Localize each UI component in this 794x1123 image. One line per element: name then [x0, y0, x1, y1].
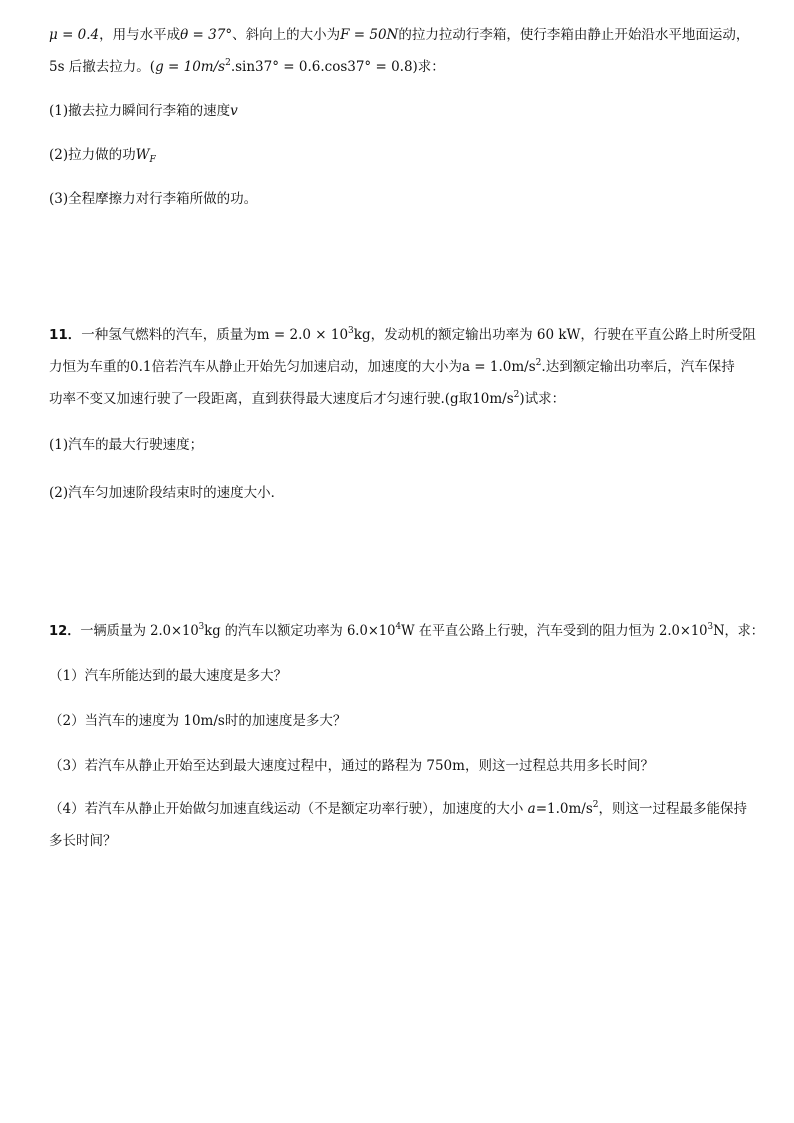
- p12-question-3: （3）若汽车从静止开始至达到最大速度过程中，通过的路程为 750m，则这一过程总共用多长时间？: [49, 758, 654, 774]
- p11-question-2: (2)汽车匀加速阶段结束时的速度大小．: [49, 485, 285, 501]
- p10-question-2: (2)拉力做的功$W_F$: [49, 147, 156, 165]
- friction-coefficient: μ = 0.4: [49, 27, 100, 43]
- p10-line1: μ = 0.4，用与水平成θ = 37°、斜向上的大小为F = 50N的拉力拉动行李箱，使行李箱由静止开始沿水平地面运动，: [49, 27, 750, 43]
- p10-question-3: (3)全程摩擦力对行李箱所做的功。: [49, 191, 258, 207]
- angle-theta: θ = 37°: [180, 27, 233, 43]
- force-F: F = 50N: [340, 27, 399, 43]
- gravity-g: g = 10m/s: [155, 59, 226, 75]
- p12-question-4: （4）若汽车从静止开始做匀加速直线运动（不是额定功率行驶），加速度的大小 $a=1.0m/s^2$，则这一过程最多能保持: [49, 800, 747, 817]
- p12-line1: 12．一辆质量为 $2.0\times 10^3kg$ 的汽车以额定功率为 $6.0\times 10^4W$ 在平直公路上行驶，汽车受到的阻力恒为 $2.0\times 10^3N$，求：: [49, 622, 764, 639]
- p10-question-1: (1)撤去拉力瞬间行李箱的速度v: [49, 103, 238, 119]
- p11-line2: 力恒为车重的0.1倍若汽车从静止开始先匀加速启动，加速度的大小为$a = 1.0m/s^2$.达到额定输出功率后，汽车保持: [49, 358, 735, 375]
- p11-line1: 11．一种氢气燃料的汽车，质量为$m = 2.0 \times 10^3kg$，发动机的额定输出功率为 60 kW，行驶在平直公路上时所受阻: [49, 326, 756, 343]
- p11-question-1: (1)汽车的最大行驶速度；: [49, 437, 204, 453]
- p12-question-4-continued: 多长时间？: [49, 833, 117, 849]
- p12-question-2: （2）当汽车的速度为 10m/s时的加速度是多大？: [49, 713, 347, 729]
- p10-line2: 5s 后撤去拉力。$(g = 10m/s^2.\sin 37^\circ = 0.6.\cos 37^\circ = 0.8)$求：: [49, 58, 445, 75]
- p11-line3: 功率不变又加速行驶了一段距离，直到获得最大速度后才匀速行驶.(g取$10m/s^2$)试求：: [49, 390, 566, 407]
- problem-number: 12．: [49, 623, 81, 639]
- p12-question-1: （1）汽车所能达到的最大速度是多大？: [49, 668, 288, 684]
- problem-number: 11．: [49, 327, 82, 343]
